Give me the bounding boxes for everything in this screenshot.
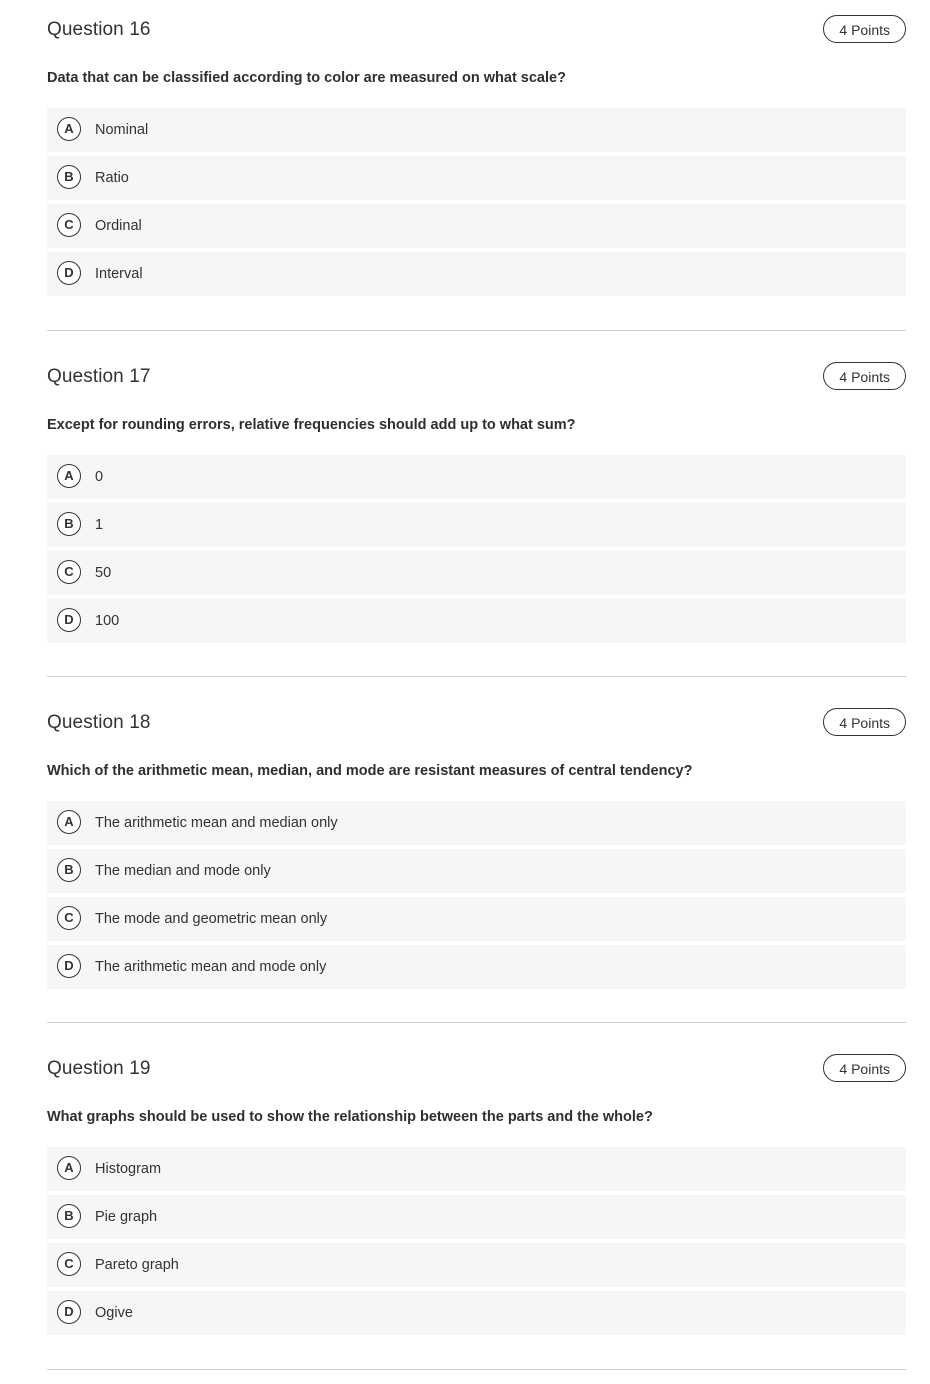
answer-options bbox=[47, 108, 906, 300]
option-letter-badge: D bbox=[57, 261, 81, 285]
option-letter-badge: C bbox=[57, 906, 81, 930]
option-c[interactable] bbox=[47, 204, 906, 248]
option-letter-badge: C bbox=[57, 213, 81, 237]
question-header bbox=[47, 708, 906, 738]
option-b[interactable] bbox=[47, 1195, 906, 1239]
option-d[interactable] bbox=[47, 599, 906, 643]
question-16 bbox=[47, 15, 906, 282]
option-label: Ordinal bbox=[95, 218, 142, 234]
option-c[interactable] bbox=[47, 551, 906, 595]
question-17 bbox=[47, 362, 906, 629]
points-badge: 4 Points bbox=[823, 1054, 906, 1082]
question-divider bbox=[47, 676, 906, 677]
option-d[interactable] bbox=[47, 945, 906, 989]
question-19 bbox=[47, 1054, 906, 1321]
option-letter-badge: A bbox=[57, 810, 81, 834]
option-label: 1 bbox=[95, 517, 104, 533]
answer-options bbox=[47, 1147, 906, 1339]
option-letter-badge: A bbox=[57, 1156, 81, 1180]
option-a[interactable] bbox=[47, 801, 906, 845]
question-text: Data that can be classified according to color are measured on what scale? bbox=[47, 70, 566, 86]
option-label: Pie graph bbox=[95, 1209, 158, 1225]
option-label: Ogive bbox=[95, 1305, 133, 1321]
option-letter-badge: C bbox=[57, 1252, 81, 1276]
option-c[interactable] bbox=[47, 1243, 906, 1287]
option-a[interactable] bbox=[47, 108, 906, 152]
option-label: Histogram bbox=[95, 1161, 162, 1177]
option-letter-badge: B bbox=[57, 1204, 81, 1228]
option-label: 100 bbox=[95, 613, 120, 629]
option-letter-badge: B bbox=[57, 858, 81, 882]
option-letter-badge: A bbox=[57, 117, 81, 141]
option-label: The arithmetic mean and median only bbox=[95, 815, 338, 831]
option-label: Nominal bbox=[95, 122, 149, 138]
option-letter-badge: D bbox=[57, 954, 81, 978]
points-badge: 4 Points bbox=[823, 362, 906, 390]
option-label: 0 bbox=[95, 469, 104, 485]
option-d[interactable] bbox=[47, 1291, 906, 1335]
question-text: Except for rounding errors, relative frequencies should add up to what sum? bbox=[47, 417, 576, 433]
answer-options bbox=[47, 801, 906, 993]
option-label: Interval bbox=[95, 266, 143, 282]
question-18 bbox=[47, 708, 906, 975]
question-text: What graphs should be used to show the relationship between the parts and the whole? bbox=[47, 1109, 653, 1125]
option-label: Pareto graph bbox=[95, 1257, 179, 1273]
question-header bbox=[47, 362, 906, 392]
option-letter-badge: C bbox=[57, 560, 81, 584]
option-label: The median and mode only bbox=[95, 863, 271, 879]
option-letter-badge: B bbox=[57, 512, 81, 536]
question-text: Which of the arithmetic mean, median, and mode are resistant measures of central tendency? bbox=[47, 763, 693, 779]
question-header bbox=[47, 1054, 906, 1084]
option-letter-badge: B bbox=[57, 165, 81, 189]
question-title: Question 17 bbox=[47, 366, 151, 387]
option-label: The arithmetic mean and mode only bbox=[95, 959, 327, 975]
option-a[interactable] bbox=[47, 1147, 906, 1191]
option-label: The mode and geometric mean only bbox=[95, 911, 328, 927]
question-divider bbox=[47, 1369, 906, 1370]
points-badge: 4 Points bbox=[823, 708, 906, 736]
option-label: 50 bbox=[95, 565, 112, 581]
question-header bbox=[47, 15, 906, 45]
question-divider bbox=[47, 330, 906, 331]
option-a[interactable] bbox=[47, 455, 906, 499]
option-b[interactable] bbox=[47, 503, 906, 547]
option-d[interactable] bbox=[47, 252, 906, 296]
question-title: Question 16 bbox=[47, 19, 151, 40]
option-letter-badge: D bbox=[57, 608, 81, 632]
points-badge: 4 Points bbox=[823, 15, 906, 43]
option-b[interactable] bbox=[47, 156, 906, 200]
question-divider bbox=[47, 1022, 906, 1023]
question-title: Question 18 bbox=[47, 712, 151, 733]
option-label: Ratio bbox=[95, 170, 129, 186]
option-c[interactable] bbox=[47, 897, 906, 941]
option-letter-badge: D bbox=[57, 1300, 81, 1324]
option-b[interactable] bbox=[47, 849, 906, 893]
answer-options bbox=[47, 455, 906, 647]
option-letter-badge: A bbox=[57, 464, 81, 488]
question-title: Question 19 bbox=[47, 1058, 151, 1079]
